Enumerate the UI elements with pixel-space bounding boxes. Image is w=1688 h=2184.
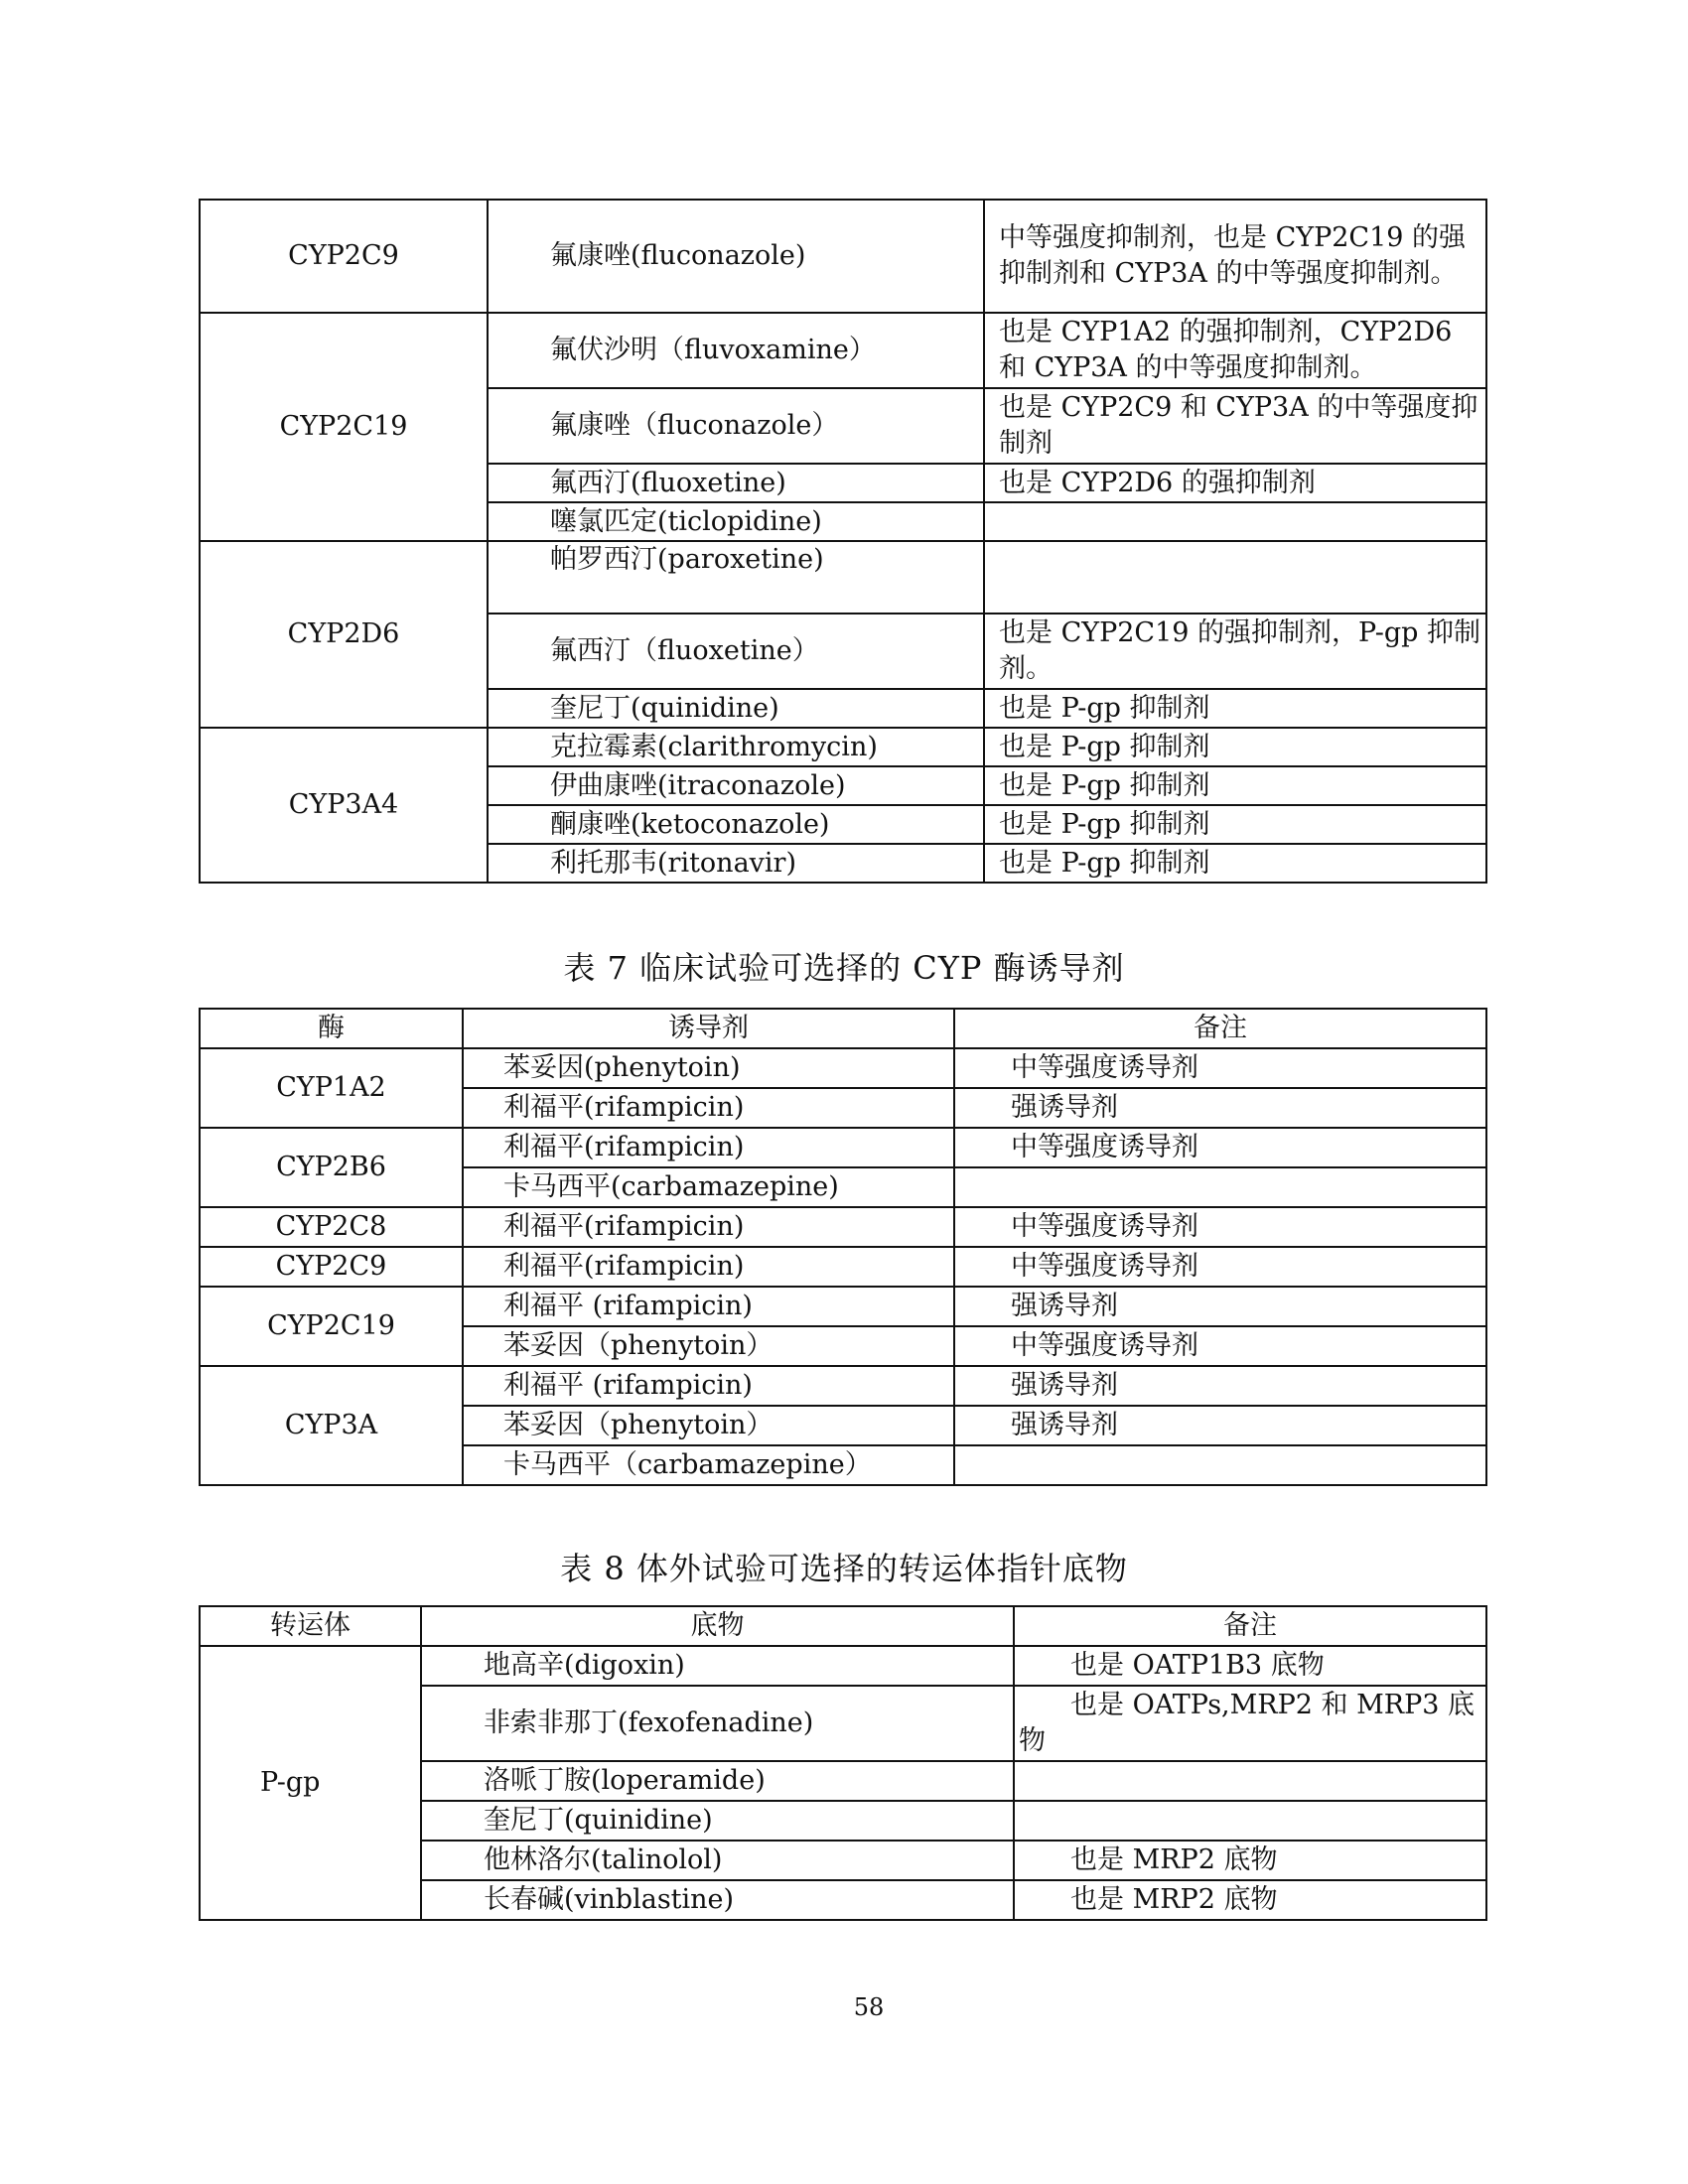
page-number: 58 <box>853 1993 885 2021</box>
drug-cell: 酮康唑(ketoconazole) <box>488 805 984 844</box>
drug-cell: 苯妥因（phenytoin） <box>463 1406 954 1445</box>
table-row <box>200 313 1486 388</box>
enzyme-cell: CYP3A <box>200 1366 463 1485</box>
note-cell: 也是 CYP2C19 的强抑制剂，P-gp 抑制剂。 <box>984 614 1486 689</box>
enzyme-cell: CYP3A4 <box>200 728 488 883</box>
enzyme-cell: CYP2C9 <box>200 1247 463 1287</box>
drug-cell: 洛哌丁胺(loperamide) <box>421 1761 1014 1801</box>
note-cell: 中等强度诱导剂 <box>954 1207 1486 1247</box>
inhibitor-table <box>199 199 1487 884</box>
note-cell <box>984 541 1486 614</box>
drug-cell: 奎尼丁(quinidine) <box>421 1801 1014 1841</box>
note-cell <box>954 1167 1486 1207</box>
drug-cell: 利托那韦(ritonavir) <box>488 844 984 883</box>
note-cell: 也是 CYP1A2 的强抑制剂，CYP2D6 和 CYP3A 的中等强度抑制剂。 <box>984 313 1486 388</box>
header-substrate: 底物 <box>421 1606 1014 1646</box>
drug-cell: 利福平 (rifampicin) <box>463 1287 954 1326</box>
drug-cell: 利福平(rifampicin) <box>463 1207 954 1247</box>
drug-cell: 利福平(rifampicin) <box>463 1247 954 1287</box>
drug-cell: 苯妥因（phenytoin） <box>463 1326 954 1366</box>
drug-cell: 他林洛尔(talinolol) <box>421 1841 1014 1880</box>
note-cell: 也是 CYP2D6 的强抑制剂 <box>984 464 1486 502</box>
note-cell: 也是 P-gp 抑制剂 <box>984 844 1486 883</box>
drug-cell: 伊曲康唑(itraconazole) <box>488 766 984 805</box>
enzyme-cell: CYP2C8 <box>200 1207 463 1247</box>
note-cell: 也是 OATPs,MRP2 和 MRP3 底物 <box>1014 1686 1486 1761</box>
drug-cell: 利福平(rifampicin) <box>463 1088 954 1128</box>
table-row <box>200 541 1486 614</box>
enzyme-cell: CYP2C19 <box>200 313 488 541</box>
note-cell: 也是 OATP1B3 底物 <box>1014 1646 1486 1686</box>
table-header-row <box>200 1606 1486 1646</box>
note-cell: 也是 P-gp 抑制剂 <box>984 728 1486 766</box>
header-note: 备注 <box>954 1009 1486 1048</box>
drug-cell: 氟康唑（fluconazole） <box>488 388 984 464</box>
drug-cell: 地高辛(digoxin) <box>421 1646 1014 1686</box>
enzyme-cell: CYP2C19 <box>200 1287 463 1366</box>
note-cell: 也是 MRP2 底物 <box>1014 1841 1486 1880</box>
table-row <box>200 1048 1486 1088</box>
note-cell: 中等强度抑制剂，也是 CYP2C19 的强抑制剂和 CYP3A 的中等强度抑制剂。 <box>984 200 1486 313</box>
enzyme-cell: CYP1A2 <box>200 1048 463 1128</box>
inducer-table <box>199 1008 1487 1486</box>
note-cell: 中等强度诱导剂 <box>954 1128 1486 1167</box>
header-note: 备注 <box>1014 1606 1486 1646</box>
note-cell: 中等强度诱导剂 <box>954 1326 1486 1366</box>
table-row <box>200 1128 1486 1167</box>
transporter-cell: P-gp <box>200 1646 421 1920</box>
table-row <box>200 1247 1486 1287</box>
transporter-table <box>199 1605 1487 1921</box>
note-cell <box>984 502 1486 541</box>
note-cell: 也是 P-gp 抑制剂 <box>984 805 1486 844</box>
table8-caption: 表 8 体外试验可选择的转运体指针底物 <box>560 1550 1128 1587</box>
enzyme-cell: CYP2C9 <box>200 200 488 313</box>
note-cell <box>954 1445 1486 1485</box>
drug-cell: 氟西汀（fluoxetine） <box>488 614 984 689</box>
drug-cell: 卡马西平(carbamazepine) <box>463 1167 954 1207</box>
drug-cell: 长春碱(vinblastine) <box>421 1880 1014 1920</box>
table-row <box>200 1207 1486 1247</box>
note-cell: 也是 P-gp 抑制剂 <box>984 766 1486 805</box>
table-header-row <box>200 1009 1486 1048</box>
drug-cell: 氟康唑(fluconazole) <box>488 200 984 313</box>
drug-cell: 帕罗西汀(paroxetine) <box>488 541 984 614</box>
table-row <box>200 728 1486 766</box>
enzyme-cell: CYP2D6 <box>200 541 488 728</box>
drug-cell: 克拉霉素(clarithromycin) <box>488 728 984 766</box>
note-cell: 也是 P-gp 抑制剂 <box>984 689 1486 728</box>
note-cell: 中等强度诱导剂 <box>954 1048 1486 1088</box>
note-cell <box>1014 1761 1486 1801</box>
enzyme-cell: CYP2B6 <box>200 1128 463 1207</box>
drug-cell: 利福平 (rifampicin) <box>463 1366 954 1406</box>
header-transporter: 转运体 <box>200 1606 421 1646</box>
header-inducer: 诱导剂 <box>463 1009 954 1048</box>
table-row <box>200 1646 1486 1686</box>
header-enzyme: 酶 <box>200 1009 463 1048</box>
drug-cell: 噻氯匹定(ticlopidine) <box>488 502 984 541</box>
table7-caption: 表 7 临床试验可选择的 CYP 酶诱导剂 <box>563 949 1125 987</box>
note-cell: 强诱导剂 <box>954 1406 1486 1445</box>
note-cell <box>1014 1801 1486 1841</box>
drug-cell: 氟西汀(fluoxetine) <box>488 464 984 502</box>
drug-cell: 苯妥因(phenytoin) <box>463 1048 954 1088</box>
note-cell: 强诱导剂 <box>954 1366 1486 1406</box>
note-cell: 也是 CYP2C9 和 CYP3A 的中等强度抑制剂 <box>984 388 1486 464</box>
table-row <box>200 1287 1486 1326</box>
note-cell: 强诱导剂 <box>954 1287 1486 1326</box>
drug-cell: 利福平(rifampicin) <box>463 1128 954 1167</box>
table-row <box>200 200 1486 313</box>
table-row <box>200 1366 1486 1406</box>
drug-cell: 卡马西平（carbamazepine） <box>463 1445 954 1485</box>
note-cell: 中等强度诱导剂 <box>954 1247 1486 1287</box>
note-cell: 也是 MRP2 底物 <box>1014 1880 1486 1920</box>
drug-cell: 奎尼丁(quinidine) <box>488 689 984 728</box>
note-cell: 强诱导剂 <box>954 1088 1486 1128</box>
drug-cell: 非索非那丁(fexofenadine) <box>421 1686 1014 1761</box>
drug-cell: 氟伏沙明（fluvoxamine） <box>488 313 984 388</box>
